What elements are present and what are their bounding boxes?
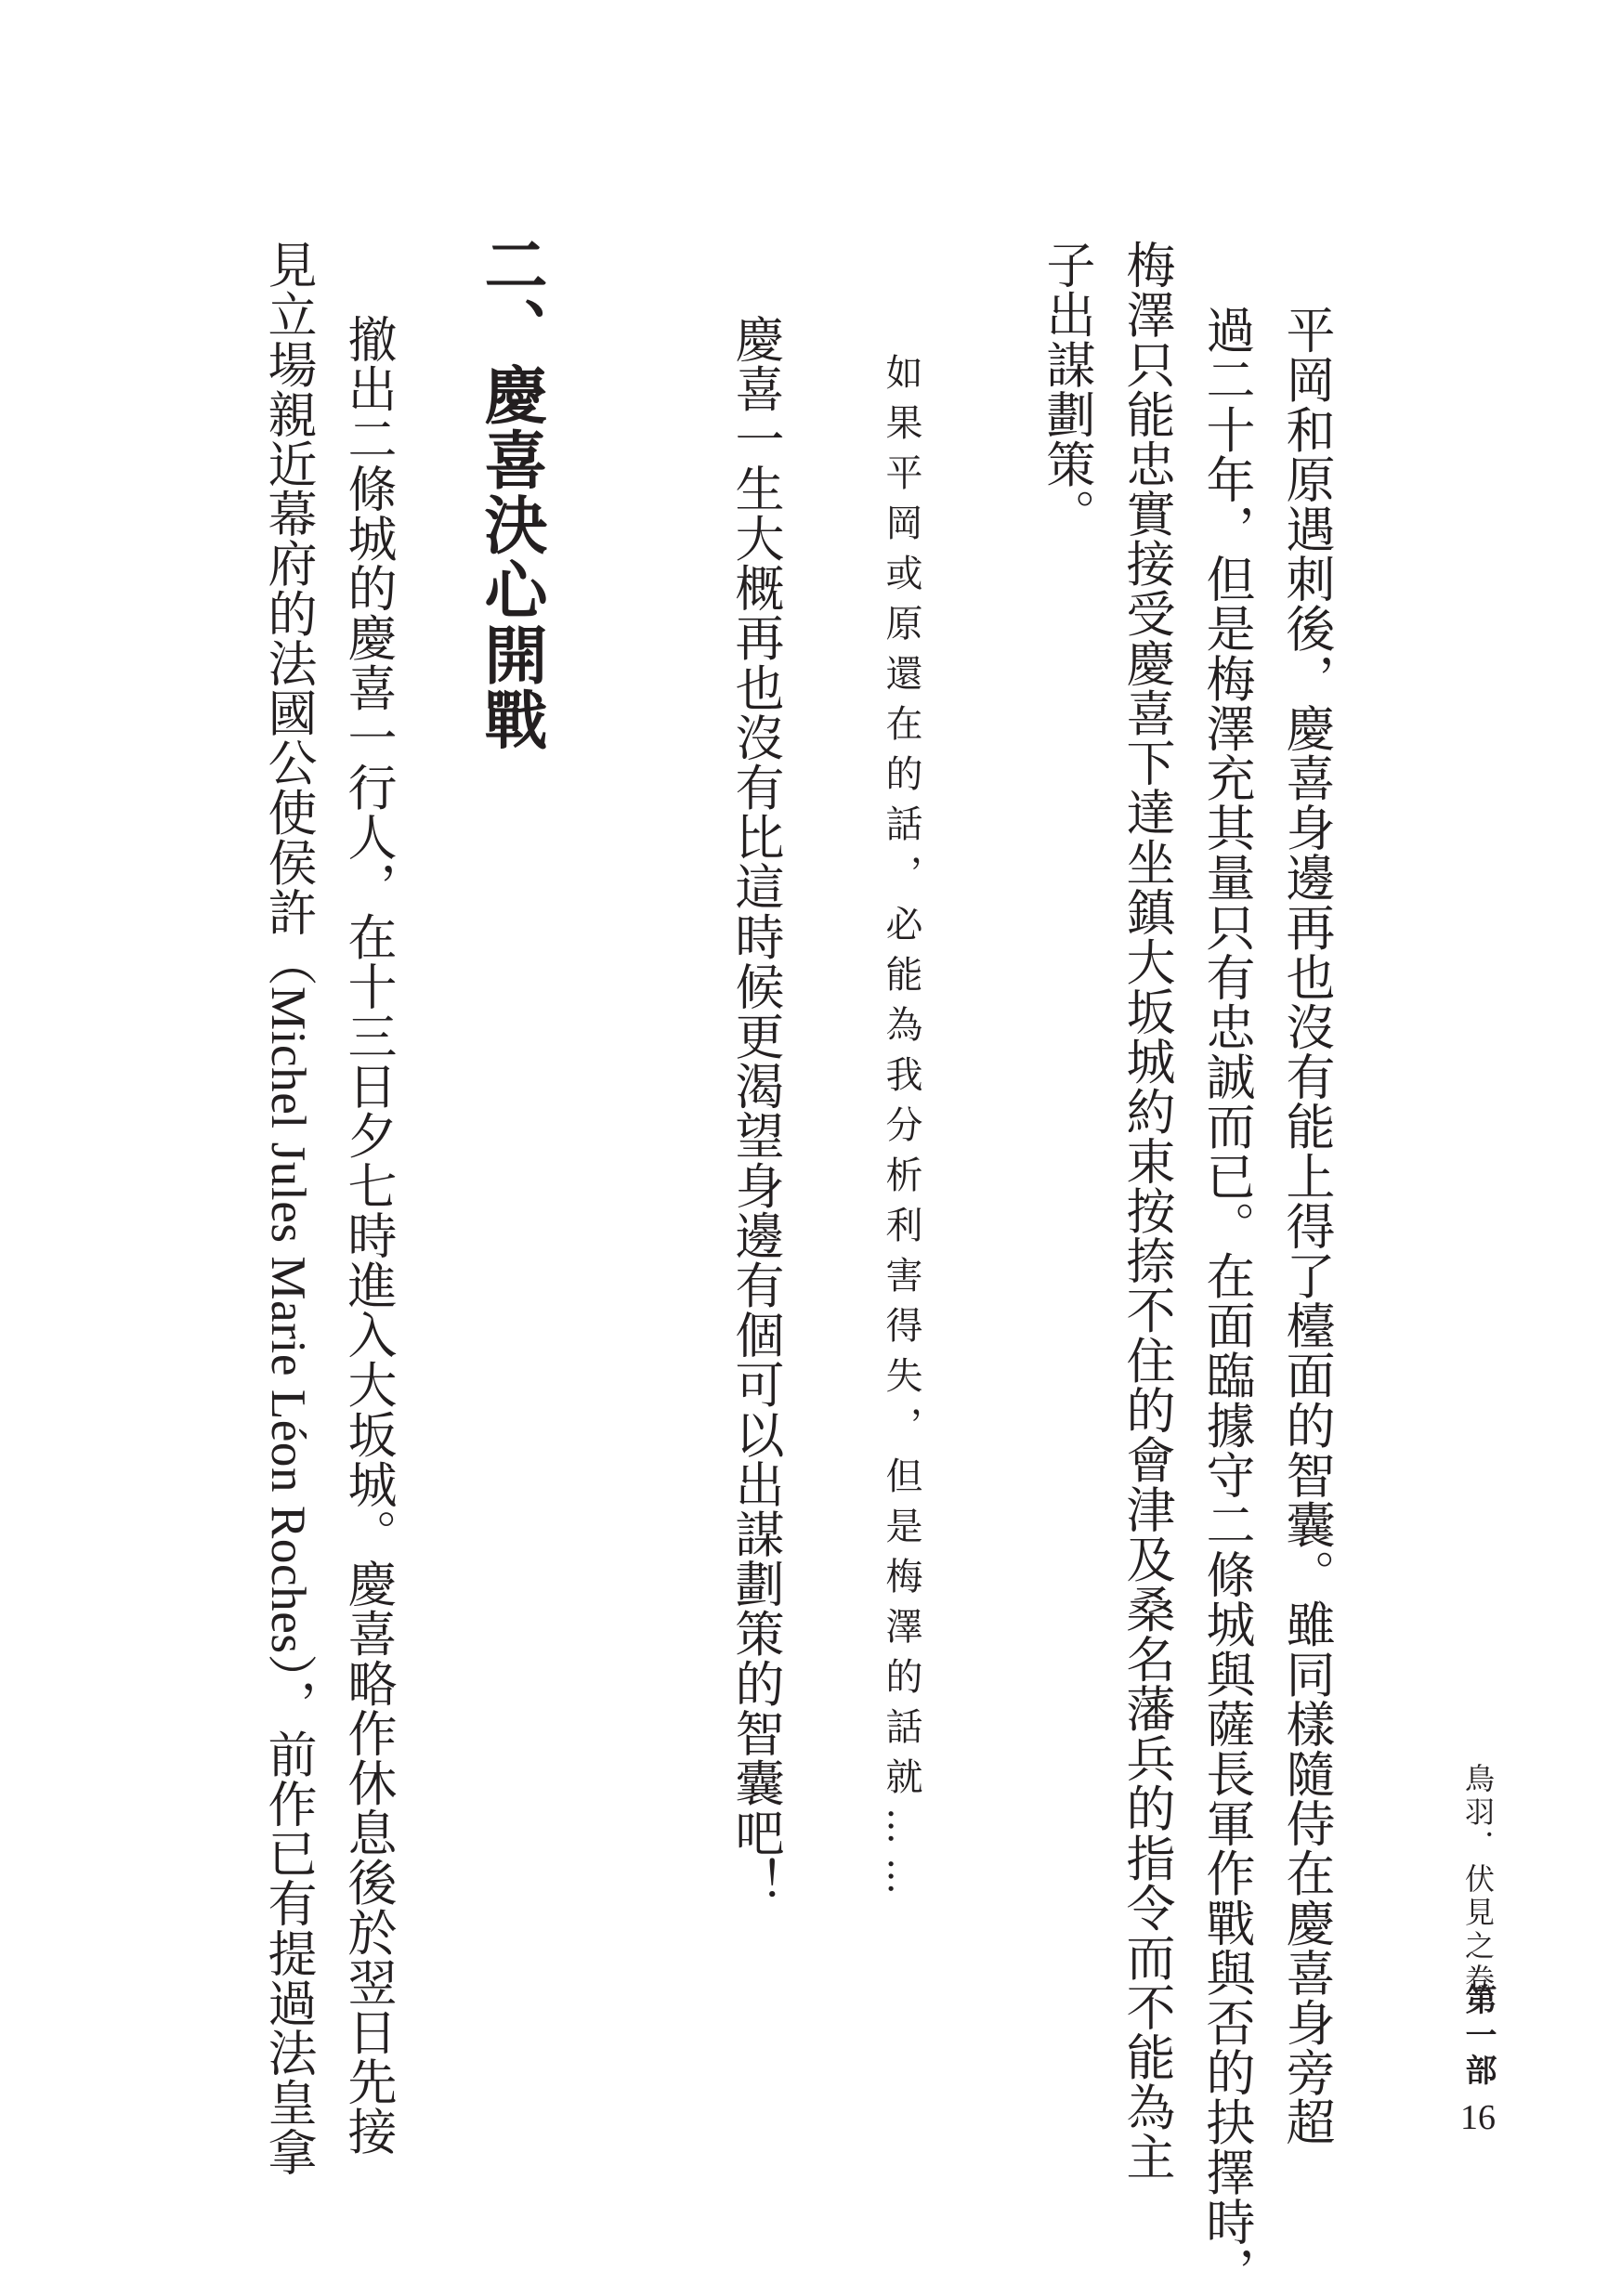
- paragraph-2: 慶喜一生大概再也沒有比這時候更渴望身邊有個可以出謀劃策的智囊吧！: [727, 314, 784, 1908]
- paragraph-3-line-2-pre: 見立場親近幕府的法國公使侯許（: [260, 240, 317, 986]
- running-head: 鳥羽．伏見之卷: [1460, 1763, 1496, 1997]
- paragraph-1-line-4: 子出謀劃策。: [1039, 240, 1095, 539]
- paragraph-3-line-2-post: ），前作已有提過法皇拿: [260, 1653, 317, 2177]
- paragraph-1-line-3: 梅澤只能忠實接受慶喜下達坐鎮大坂城約束按捺不住的會津及桑名藩兵的指令而不能為主: [1118, 240, 1175, 2182]
- person-name-latin: Michel Jules Marie Léon Roches: [261, 986, 315, 1654]
- paragraph-3-line-1: 撤出二條城的慶喜一行人，在十三日夕七時進入大坂城。慶喜略作休息後於翌日先接: [340, 314, 397, 2157]
- paragraph-3-line-2: [260, 240, 317, 2177]
- part-label: 第一部: [1459, 1983, 1497, 2089]
- page-number: 16: [1460, 2098, 1496, 2137]
- paragraph-1-line-1: 平岡和原遇刺後，慶喜身邊再也沒有能上得了檯面的智囊。雖同樣隨侍在慶喜身旁超: [1278, 305, 1335, 2147]
- paragraph-1-line-2: 過二十年，但是梅澤充其量只有忠誠而已。在面臨據守二條城與薩長軍作戰與否的抉擇時，: [1198, 305, 1255, 2296]
- block-quote: 如果平岡或原還在的話，必能為我分析利害得失，但是梅澤的話就……: [880, 353, 922, 1908]
- section-heading: 二、慶喜決心開戰: [474, 232, 548, 752]
